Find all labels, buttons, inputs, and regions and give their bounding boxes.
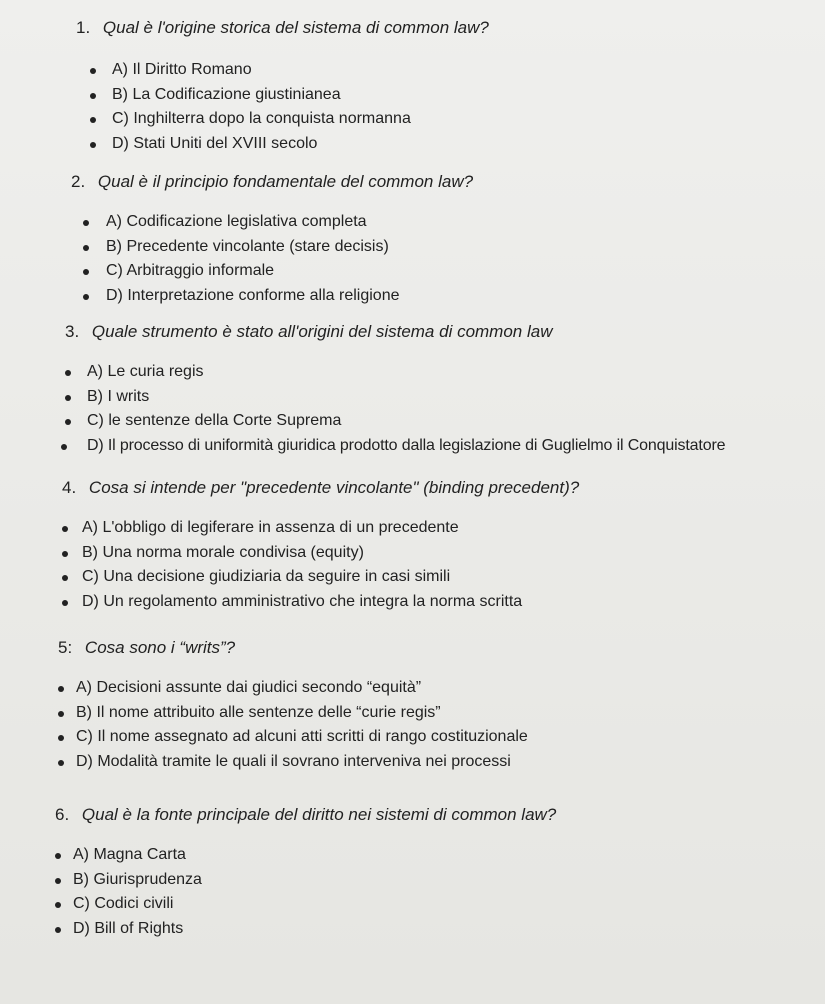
option-text: A) Decisioni assunte dai giudici secondo “equità” xyxy=(76,679,422,696)
option-c xyxy=(55,894,815,919)
bullet-icon xyxy=(90,93,96,99)
option-b xyxy=(65,387,825,412)
question-6 xyxy=(55,805,815,943)
option-list xyxy=(65,362,825,460)
option-text: C) Inghilterra dopo la conquista normanna xyxy=(112,110,411,127)
question-text: Quale strumento è stato all'origini del sistema di common law xyxy=(91,322,553,341)
option-a xyxy=(83,212,825,237)
option-b xyxy=(58,703,818,728)
option-d xyxy=(58,752,818,777)
question-3 xyxy=(65,322,825,460)
option-text: C) Arbitraggio informale xyxy=(106,262,275,279)
option-text: C) Il nome assegnato ad alcuni atti scritti di rango costituzionale xyxy=(76,728,528,745)
bullet-icon xyxy=(62,551,68,557)
option-list xyxy=(58,678,818,776)
option-c xyxy=(83,261,825,286)
question-title xyxy=(76,18,825,38)
question-text: Qual è il principio fondamentale del common law? xyxy=(97,172,474,191)
option-b xyxy=(55,870,815,895)
question-5 xyxy=(58,638,818,776)
bullet-icon xyxy=(90,142,96,148)
option-list xyxy=(55,845,815,943)
bullet-icon xyxy=(55,902,61,908)
question-number: 5: xyxy=(58,638,73,657)
bullet-icon xyxy=(65,419,71,425)
option-c xyxy=(90,109,825,134)
option-text: B) Precedente vincolante (stare decisis) xyxy=(106,237,389,255)
option-text: B) Una norma morale condivisa (equity) xyxy=(82,543,364,561)
question-title xyxy=(65,322,825,342)
bullet-icon xyxy=(83,294,89,300)
bullet-icon xyxy=(58,760,64,766)
question-text: Qual è l'origine storica del sistema di common law? xyxy=(102,18,489,37)
option-c xyxy=(58,727,818,752)
option-list xyxy=(83,212,825,310)
option-text: C) Una decisione giudiziaria da seguire in casi simili xyxy=(82,568,451,585)
question-title xyxy=(71,172,825,192)
option-text: D) Interpretazione conforme alla religione xyxy=(106,286,400,304)
option-text: D) Stati Uniti del XVIII secolo xyxy=(112,134,318,152)
bullet-icon xyxy=(61,444,67,450)
option-d xyxy=(83,286,825,311)
bullet-icon xyxy=(58,711,64,717)
option-a xyxy=(55,845,815,870)
question-number: 3. xyxy=(65,322,80,341)
bullet-icon xyxy=(62,600,68,606)
option-b xyxy=(62,543,822,568)
bullet-icon xyxy=(62,526,68,532)
option-a xyxy=(62,518,822,543)
question-text: Cosa sono i “writs”? xyxy=(84,638,236,657)
question-number: 6. xyxy=(55,805,70,824)
question-2 xyxy=(71,172,825,310)
question-title xyxy=(62,478,822,498)
option-text: A) Magna Carta xyxy=(73,846,186,863)
option-d xyxy=(90,134,825,159)
question-title xyxy=(55,805,815,825)
option-text: B) La Codificazione giustinianea xyxy=(112,85,341,103)
option-text: B) I writs xyxy=(87,387,150,405)
option-text: B) Il nome attribuito alle sentenze delle “curie regis” xyxy=(76,703,441,721)
option-text: D) Il processo di uniformità giuridica prodotto dalla legislazione di Guglielmo il Conquistatore xyxy=(87,436,726,454)
bullet-icon xyxy=(55,927,61,933)
bullet-icon xyxy=(55,878,61,884)
option-text: B) Giurisprudenza xyxy=(73,870,202,888)
option-text: A) Le curia regis xyxy=(87,363,204,380)
option-list xyxy=(62,518,822,616)
option-a xyxy=(58,678,818,703)
bullet-icon xyxy=(58,686,64,692)
question-1 xyxy=(76,18,825,158)
option-a xyxy=(65,362,825,387)
option-c xyxy=(65,411,825,436)
option-d xyxy=(62,592,822,617)
bullet-icon xyxy=(65,370,71,376)
option-text: C) Codici civili xyxy=(73,895,174,912)
option-b xyxy=(90,85,825,110)
bullet-icon xyxy=(83,220,89,226)
bullet-icon xyxy=(90,117,96,123)
option-text: A) L'obbligo di legiferare in assenza di un precedente xyxy=(82,519,459,536)
option-b xyxy=(83,237,825,262)
question-number: 2. xyxy=(71,172,86,191)
bullet-icon xyxy=(90,68,96,74)
question-number: 4. xyxy=(62,478,77,497)
option-text: D) Modalità tramite le quali il sovrano interveniva nei processi xyxy=(76,752,511,770)
bullet-icon xyxy=(55,853,61,859)
option-c xyxy=(62,567,822,592)
question-number: 1. xyxy=(76,18,91,37)
option-text: D) Un regolamento amministrativo che integra la norma scritta xyxy=(82,592,523,610)
bullet-icon xyxy=(83,269,89,275)
question-title xyxy=(58,638,818,658)
question-text: Cosa si intende per "precedente vincolante" (binding precedent)? xyxy=(88,478,580,497)
option-d xyxy=(55,919,815,944)
option-text: A) Codificazione legislativa completa xyxy=(106,213,367,230)
bullet-icon xyxy=(58,735,64,741)
question-text: Qual è la fonte principale del diritto nei sistemi di common law? xyxy=(81,805,557,824)
option-d xyxy=(65,436,825,461)
option-list xyxy=(90,60,825,158)
question-4 xyxy=(62,478,822,616)
bullet-icon xyxy=(65,395,71,401)
option-text: C) le sentenze della Corte Suprema xyxy=(87,412,342,429)
option-text: A) Il Diritto Romano xyxy=(112,61,252,78)
bullet-icon xyxy=(62,575,68,581)
option-a xyxy=(90,60,825,85)
option-text: D) Bill of Rights xyxy=(73,919,184,937)
bullet-icon xyxy=(83,245,89,251)
